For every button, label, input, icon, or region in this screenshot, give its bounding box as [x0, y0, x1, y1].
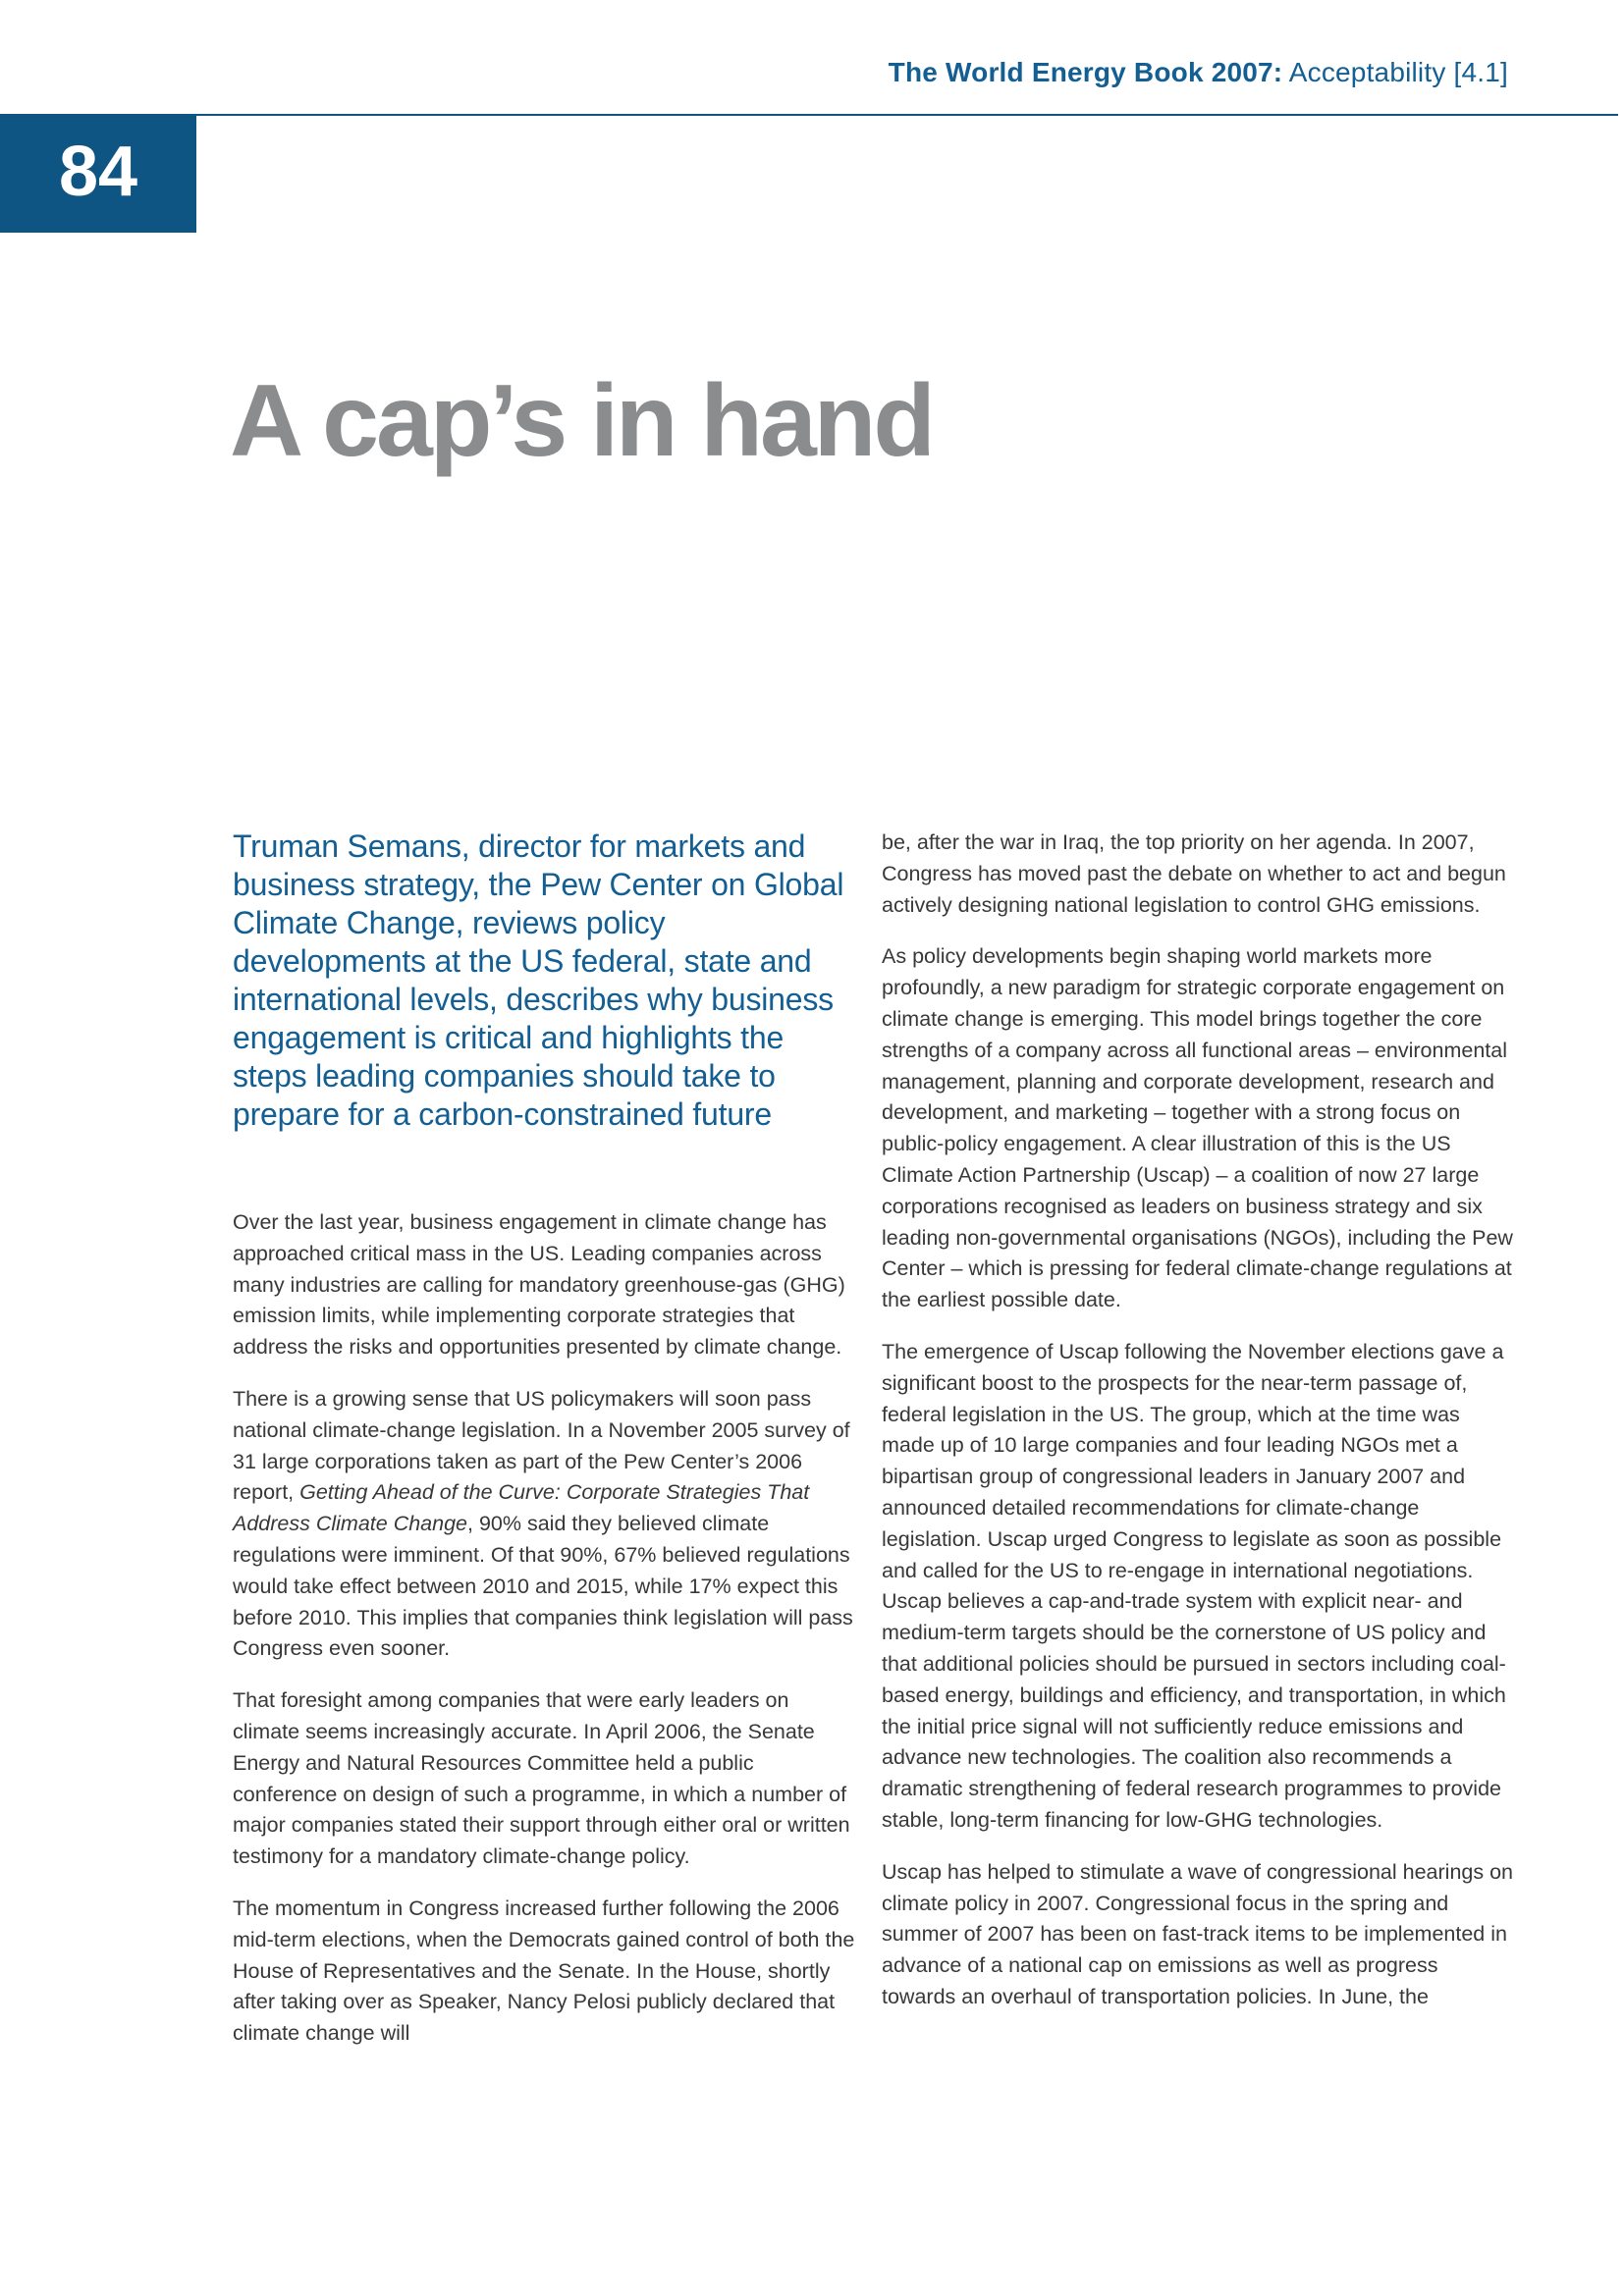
page-number: 84 [58, 132, 138, 211]
body-text: Over the last year, business engagement in climate change has approached critical mass in the US. Leading companies across many industries are calling for mandatory greenhouse-gas (GHG) emission limits, while implementing corporate strategies that address the risks and opportunities presented by climate change. [233, 1210, 845, 1360]
body-paragraph [233, 1894, 861, 2050]
page-number-box [0, 116, 196, 233]
running-header [889, 57, 1508, 88]
header-rule [0, 114, 1618, 116]
article-title: A cap’s in hand [230, 363, 933, 478]
left-column-body [233, 1207, 861, 2050]
running-header-section: Acceptability [4.1] [1282, 57, 1508, 87]
body-paragraph [882, 828, 1515, 921]
body-text: be, after the war in Iraq, the top priority on her agenda. In 2007, Congress has moved past the debate on whether to act and begun actively designing national legislation to control GHG emissions. [882, 830, 1506, 917]
left-column [233, 828, 861, 2050]
body-text: Uscap has helped to stimulate a wave of congressional hearings on climate policy in 2007. Congressional focus in the spring and summer of 2007 has been on fast-track items to be implemented in advance of a national cap on emissions as well as progress towards an overhaul of transportation policies. In June, the [882, 1859, 1513, 2008]
body-text: The momentum in Congress increased further following the 2006 mid-term elections, when the Democrats gained control of both the House of Representatives and the Senate. In the House, shortly after taking over as Speaker, Nancy Pelosi publicly declared that climate change will [233, 1896, 855, 2046]
body-paragraph [233, 1207, 861, 1363]
body-paragraph [882, 1857, 1515, 2013]
body-text: As policy developments begin shaping world markets more profoundly, a new paradigm for strategic corporate engagement on climate change is emerging. This model brings together the core strengths of a company across all functional areas – environmental management, planning and corporate development, research and development, and marketing – together with a strong focus on public-policy engagement. A clear illustration of this is the US Climate Action Partnership (Uscap) – a coalition of now 27 large corporations recognised as leaders on business strategy and six leading non-governmental organisations (NGOs), including the Pew Center – which is pressing for federal climate-change regulations at the earliest possible date. [882, 944, 1513, 1312]
running-header-book-title: The World Energy Book 2007: [888, 57, 1283, 87]
body-text: The emergence of Uscap following the November elections gave a significant boost to the prospects for the near-term passage of, federal legislation in the US. The group, which at the time was made up of 10 large companies and four leading NGOs met a bipartisan group of congressional leaders in January 2007 and announced detailed recommendations for climate-change legislation. Uscap urged Congress to legislate as soon as possible and called for the US to re-engage in international negotiations. Uscap believes a cap-and-trade system with explicit near- and medium-term targets should be the cornerstone of US policy and that additional policies should be pursued in sectors including coal-based energy, buildings and efficiency, and transportation, in which the initial price signal will not sufficiently reduce emissions and advance new technologies. The coalition also recommends a dramatic strengthening of federal research programmes to provide stable, long-term financing for low-GHG technologies. [882, 1339, 1506, 1832]
body-text: There is a growing sense that US policymakers will soon pass national climate-change legislation. In a November 2005 survey of 31 large corporations taken as part of the Pew Center’s 2006 report, [233, 1386, 850, 1505]
body-text: That foresight among companies that were early leaders on climate seems increasingly accurate. In April 2006, the Senate Energy and Natural Resources Committee held a public conference on design of such a programme, in which a number of major companies stated their support through either oral or written testimony for a mandatory climate-change policy. [233, 1688, 850, 1869]
standfirst: Truman Semans, director for markets and business strategy, the Pew Center on Global Climate Change, reviews policy developments at the US federal, state and international levels, describes why business engagement is critical and highlights the steps leading companies should take to prepare for a carbon-constrained future [233, 828, 844, 1132]
body-paragraph [233, 1384, 861, 1665]
body-paragraph [882, 941, 1515, 1316]
body-text: , 90% said they believed climate regulations were imminent. Of that 90%, 67% believed regulations would take effect between 2010 and 2015, while 17% expect this before 2010. This implies that companies think legislation will pass Congress even sooner. [233, 1512, 853, 1661]
body-text-italic: Getting Ahead of the Curve: Corporate Strategies That Address Climate Change [233, 1480, 810, 1536]
body-paragraph [882, 1337, 1515, 1837]
right-column [882, 828, 1515, 2013]
right-column-body [882, 828, 1515, 2013]
body-paragraph [233, 1685, 861, 1873]
